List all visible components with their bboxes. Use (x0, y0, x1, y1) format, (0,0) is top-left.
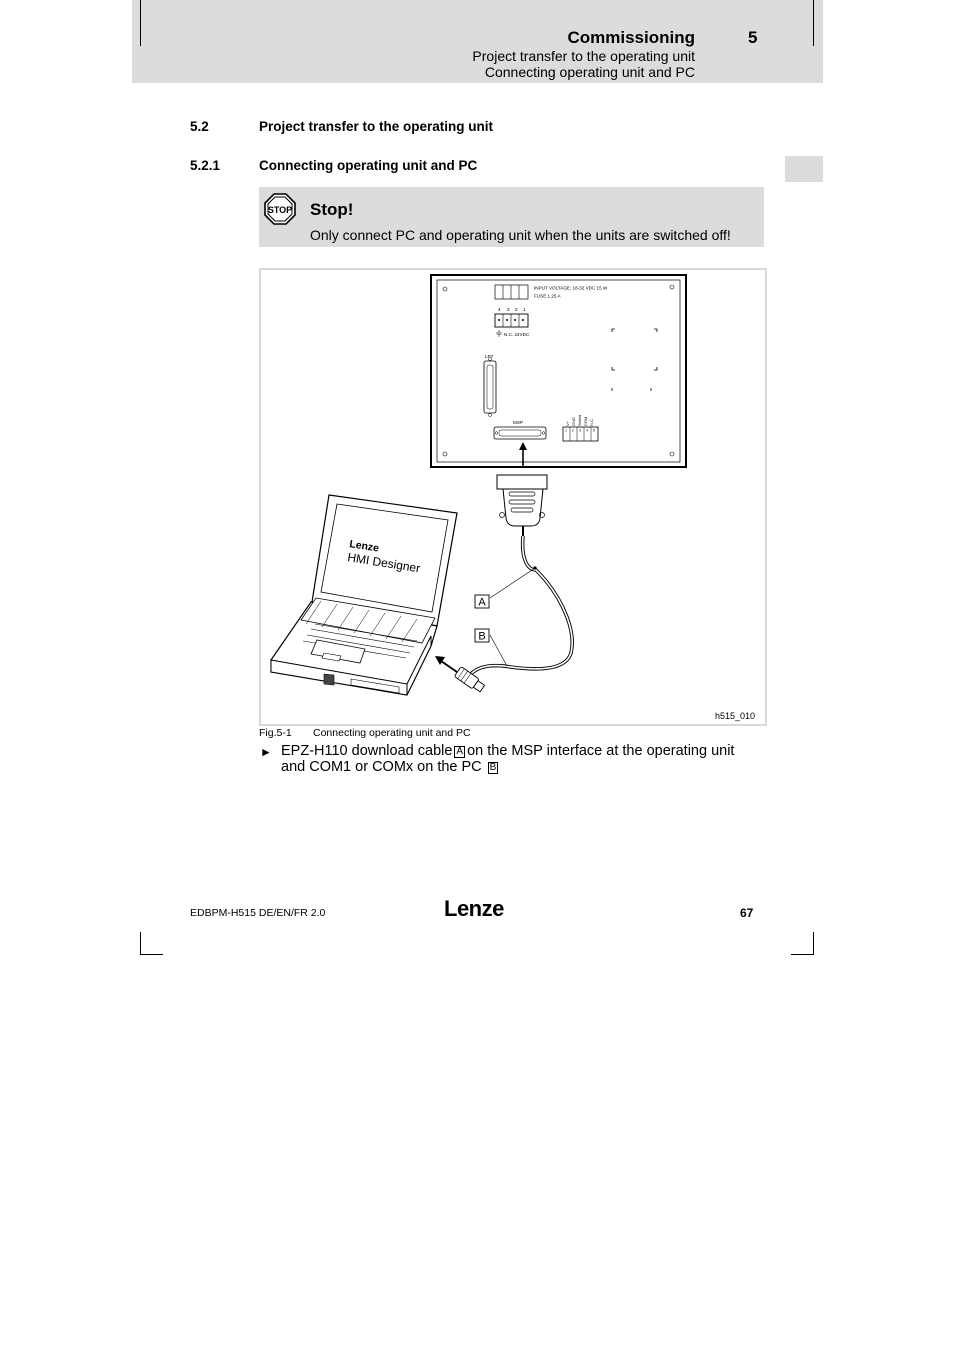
chapter-title: Commissioning (567, 28, 695, 47)
chapter-number: 5 (748, 28, 758, 47)
terminal-label: COM (583, 416, 588, 426)
bullet-arrow-icon: ► (260, 745, 272, 759)
fuse-text: FUSE 1.25 A (534, 293, 561, 299)
terminal-number: 5 (593, 428, 595, 433)
subsection-title: Connecting operating unit and PC (259, 158, 478, 173)
operating-unit-panel (431, 275, 686, 467)
input-voltage-text: INPUT VOLTAGE: 18-32 VDC 15 W (534, 285, 608, 291)
crop-mark (140, 932, 141, 955)
stop-text: Only connect PC and operating unit when the units are switched off! (310, 227, 731, 243)
header-subtitle-2: Connecting operating unit and PC (484, 64, 695, 80)
header-subtitle-1: Project transfer to the operating unit (472, 48, 695, 64)
msp-connector (494, 427, 546, 439)
stop-sign-icon (264, 193, 296, 225)
laptop-brand: Lenze (348, 538, 380, 555)
com-plug (454, 666, 485, 693)
power-terminal-top (495, 285, 528, 299)
side-tab (785, 156, 823, 182)
crop-mark (813, 0, 814, 46)
bullet-label-a: A (456, 746, 464, 757)
bullet-part-2: on the MSP interface at the operating unit and COM1 or COMx on the PC (281, 743, 735, 775)
subsection-number: 5.2.1 (190, 158, 221, 173)
terminal-label: Shield (577, 414, 582, 426)
pin-label: 3 (507, 307, 510, 312)
pin-label: 2 (515, 307, 518, 312)
dsub-plug (497, 475, 547, 489)
crop-mark (140, 0, 141, 46)
crop-mark (140, 954, 163, 955)
left-arrow (441, 661, 457, 672)
caption-number: Fig.5-1 (259, 727, 292, 739)
connection-diagram (259, 268, 767, 726)
bullet-text (281, 743, 761, 775)
laptop (271, 495, 457, 695)
lpt-label: LPT (485, 354, 494, 359)
label-a: A (478, 596, 486, 609)
stop-title: Stop! (310, 200, 354, 219)
terminal-number: 1 (565, 428, 567, 433)
pin-label: 1 (523, 307, 526, 312)
nc-24vdc-label: N.C. 24VDC (504, 332, 530, 337)
bullet-part-1: EPZ-H110 download cable (281, 743, 453, 759)
terminal-label: V+ (565, 420, 570, 426)
crop-mark (813, 932, 814, 955)
section-title: Project transfer to the operating unit (259, 119, 494, 134)
stop-sign-text: STOP (267, 205, 293, 215)
lpt-connector (484, 361, 496, 413)
page-number: 67 (740, 906, 754, 920)
caption-text: Connecting operating unit and PC (313, 727, 471, 739)
bullet-label-b: B (489, 762, 497, 773)
figure-code: h515_010 (714, 711, 755, 721)
section-number: 5.2 (190, 119, 209, 134)
terminal-label: N.C. (589, 418, 594, 426)
terminal-label: GND (571, 417, 576, 426)
terminal-number: 3 (579, 428, 581, 433)
pin-label: 4 (498, 307, 501, 312)
msp-label: MSP (513, 420, 523, 425)
label-b: B (478, 630, 486, 643)
terminal-number: 4 (586, 428, 588, 433)
crop-mark (791, 954, 814, 955)
lenze-logo: Lenze (444, 896, 504, 921)
terminal-number: 2 (572, 428, 574, 433)
laptop-app-name: HMI Designer (346, 550, 422, 576)
footer-doc-id: EDBPM-H515 DE/EN/FR 2.0 (190, 907, 326, 919)
